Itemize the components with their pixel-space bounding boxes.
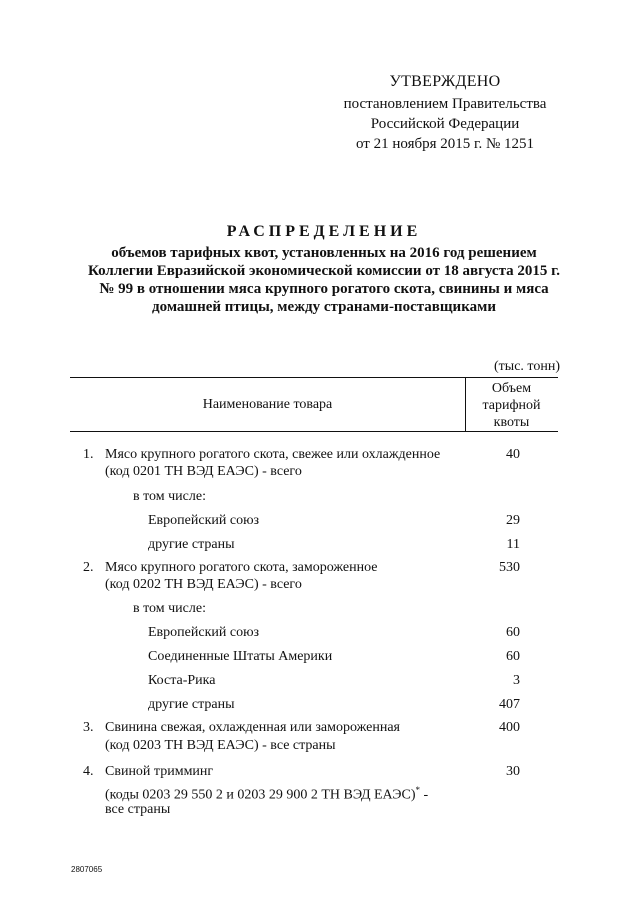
footer-doc-code: 2807065 bbox=[71, 865, 103, 874]
row-text: Коста-Рика bbox=[148, 673, 216, 688]
row-number: 1. bbox=[83, 447, 94, 462]
units-label: (тыс. тонн) bbox=[494, 359, 560, 374]
row-text: (код 0203 ТН ВЭД ЕАЭС) - все страны bbox=[105, 738, 336, 753]
row-text: Свинина свежая, охлажденная или замороженная bbox=[105, 720, 400, 735]
row-value: 11 bbox=[506, 537, 520, 552]
row-value: 530 bbox=[499, 560, 520, 575]
row-number: 4. bbox=[83, 764, 94, 779]
approval-line-3: от 21 ноября 2015 г. № 1251 bbox=[355, 136, 535, 152]
row-text: Европейский союз bbox=[148, 625, 260, 640]
table-top-rule bbox=[70, 377, 558, 378]
row-text-main: (коды 0203 29 550 2 и 0203 29 900 2 ТН ВЭД ЕАЭС) bbox=[105, 787, 416, 803]
document-subtitle bbox=[40, 244, 608, 316]
footnote-marker: * bbox=[415, 785, 421, 795]
subtitle-line-2: Коллегии Евразийской экономической комиссии от 18 августа 2015 г. bbox=[87, 263, 561, 279]
row-text: Свиной тримминг bbox=[105, 764, 214, 779]
document-title: РАСПРЕДЕЛЕНИЕ bbox=[226, 223, 422, 240]
column-header-volume bbox=[465, 380, 558, 431]
column-header-name: Наименование товара bbox=[202, 397, 333, 412]
column-header-volume-line-1: Объем bbox=[491, 381, 532, 396]
subtitle-line-1: объемов тарифных квот, установленных на 2016 год решением bbox=[111, 245, 537, 261]
row-text: в том числе: bbox=[133, 489, 206, 504]
row-value: 29 bbox=[506, 513, 520, 528]
row-text: Мясо крупного рогатого скота, свежее или охлажденное bbox=[105, 447, 441, 462]
row-text: другие страны bbox=[148, 537, 235, 552]
subtitle-line-4: домашней птицы, между странами-поставщиками bbox=[152, 299, 496, 315]
row-text: Соединенные Штаты Америки bbox=[148, 649, 333, 664]
row-number: 3. bbox=[83, 720, 94, 735]
approval-line-1: постановлением Правительства bbox=[343, 96, 547, 112]
approval-block bbox=[300, 72, 590, 154]
row-text: все страны bbox=[105, 802, 171, 817]
row-text: (код 0201 ТН ВЭД ЕАЭС) - всего bbox=[105, 464, 302, 479]
row-text-tail: - bbox=[420, 787, 429, 803]
row-value: 400 bbox=[499, 720, 520, 735]
row-value: 60 bbox=[506, 625, 520, 640]
row-value: 407 bbox=[499, 697, 520, 712]
row-text: другие страны bbox=[148, 697, 235, 712]
column-header-volume-line-2: тарифной bbox=[482, 398, 541, 413]
table-header-rule bbox=[70, 431, 558, 432]
row-text: Европейский союз bbox=[148, 513, 260, 528]
row-text: (код 0202 ТН ВЭД ЕАЭС) - всего bbox=[105, 577, 302, 592]
row-text: в том числе: bbox=[133, 601, 206, 616]
row-value: 3 bbox=[513, 673, 520, 688]
row-value: 60 bbox=[506, 649, 520, 664]
row-value: 40 bbox=[506, 447, 520, 462]
subtitle-line-3: № 99 в отношении мяса крупного рогатого скота, свинины и мяса bbox=[99, 281, 549, 297]
column-header-volume-line-3: квоты bbox=[493, 415, 530, 430]
row-value: 30 bbox=[506, 764, 520, 779]
row-number: 2. bbox=[83, 560, 94, 575]
approval-line-2: Российской Федерации bbox=[370, 116, 520, 132]
row-text: Мясо крупного рогатого скота, замороженное bbox=[105, 560, 378, 575]
approval-heading: УТВЕРЖДЕНО bbox=[389, 73, 501, 90]
